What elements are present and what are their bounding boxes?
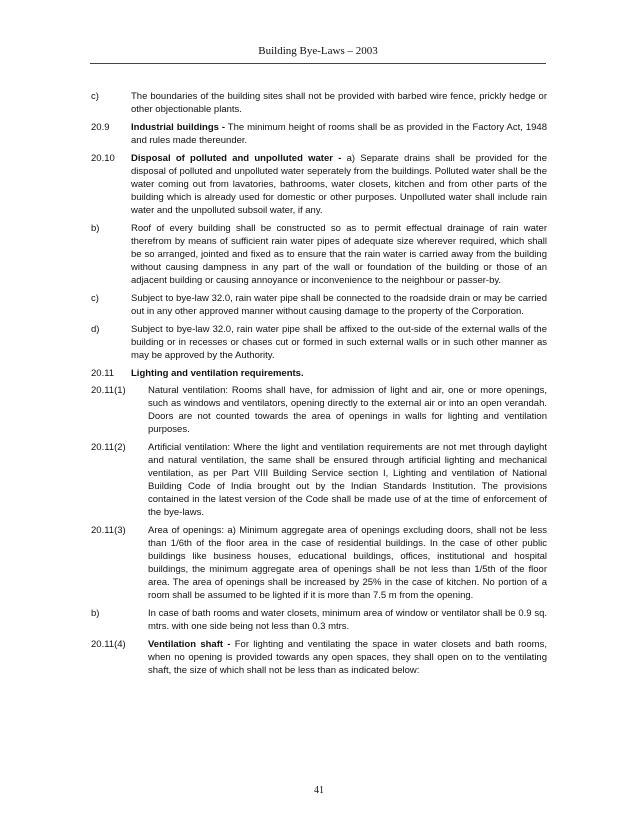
clause-title: Ventilation shaft - bbox=[148, 639, 231, 650]
clause-text: In case of bath rooms and water closets, minimum area of window or ventilator shall be 0.9 sq. mtrs. with one side being not less than 0.3 mtrs. bbox=[148, 608, 547, 632]
header-rule bbox=[90, 63, 546, 64]
clause-number: 20.11(2) bbox=[91, 442, 126, 453]
running-header: Building Bye-Laws – 2003 bbox=[258, 45, 378, 57]
clause-number: 20.11(3) bbox=[91, 525, 126, 536]
clause-text: The boundaries of the building sites shall not be provided with barbed wire fence, prickly hedge or other objectionable plants. bbox=[131, 91, 547, 115]
clause-number: 20.11(1) bbox=[91, 385, 126, 396]
clause-text: Subject to bye-law 32.0, rain water pipe shall be connected to the roadside drain or may be carried out in any other approved manner without causing damage to the property of the Corporation. bbox=[131, 293, 547, 317]
clause-number: 20.11 bbox=[91, 368, 115, 379]
clause-text: Artificial ventilation: Where the light and ventilation requirements are not met through daylight and natural ventilation, the same shall be ensured through artificial lighting and mechanical ventilation, as per Part VIII Building Service section I, Lighting and ventilation of National Building Code of India brought out by the Indian Standards Institution. The provisions contained in the latest version of the Code shall be made use of at the time of enforcement of the bye-laws. bbox=[148, 442, 547, 518]
clause-text: Area of openings: a) Minimum aggregate area of openings excluding doors, shall not be less than 1/6th of the floor area in the case of residential buildings. In the case of other public buildings like business houses, educational buildings, offices, institutional and hospital buildings, the minimum aggregate area of openings shall be not less than 1/5th of the floor area. The area of openings shall be increased by 25% in the case of kitchen. No portion of a room shall be assumed to be lighted if it is more than 7.5 m from the opening. bbox=[148, 525, 547, 601]
clause-20-11-1 bbox=[91, 384, 547, 436]
clause-c-rain-pipe bbox=[91, 292, 547, 318]
clause-20-11-2 bbox=[91, 441, 547, 519]
clause-d-rain-pipe bbox=[91, 323, 547, 362]
clause-text: Ventilation shaft - For lighting and ventilating the space in water closets and bath rooms, when no opening is provided towards any open spaces, they shall open on to the ventilating shaft, the size of which shall not be less than as indicated below: bbox=[148, 639, 547, 676]
clause-number: 20.10 bbox=[91, 153, 115, 164]
clause-number: b) bbox=[91, 608, 100, 619]
clause-title: Lighting and ventilation requirements. bbox=[131, 368, 304, 379]
clause-20-11-3 bbox=[91, 524, 547, 602]
clause-20-10 bbox=[91, 152, 547, 217]
clause-text: Subject to bye-law 32.0, rain water pipe shall be affixed to the out-side of the external walls of the building or in recesses or chases cut or formed in such external walls or in such other manner as may be approved by the Authority. bbox=[131, 324, 547, 361]
clause-number: d) bbox=[91, 324, 100, 335]
clause-20-11-4 bbox=[91, 638, 547, 677]
clause-text: Disposal of polluted and unpolluted water - a) Separate drains shall be provided for the disposal of polluted and unpolluted water seperately from the buildings. Polluted water shall be the water coming out from lavatories, bathrooms, water closets, kitchen and from other parts of the building which is already used for domestic or other purposes. Unpolluted water shall include rain water and the unpolluted subsoil water, if any. bbox=[131, 153, 547, 216]
page-number: 41 bbox=[314, 785, 324, 796]
clause-number: c) bbox=[91, 293, 99, 304]
clause-number: c) bbox=[91, 91, 99, 102]
clause-title: Disposal of polluted and unpolluted water - bbox=[131, 153, 342, 164]
clause-title: Industrial buildings - bbox=[131, 122, 226, 133]
clause-b-bathrooms bbox=[91, 607, 547, 633]
clause-number: b) bbox=[91, 223, 100, 234]
clause-number: 20.9 bbox=[91, 122, 110, 133]
clause-number: 20.11(4) bbox=[91, 639, 126, 650]
clause-c-boundaries bbox=[91, 90, 547, 116]
clause-text bbox=[131, 367, 547, 380]
clause-20-11 bbox=[91, 367, 547, 380]
clause-b-roof bbox=[91, 222, 547, 287]
clause-text: Natural ventilation: Rooms shall have, for admission of light and air, one or more openings, such as windows and ventilators, opening directly to the external air or into an open verandah. Doors are not counted towards the area of openings in walls for lighting and ventilation purposes. bbox=[148, 385, 547, 435]
clause-20-9 bbox=[91, 121, 547, 147]
clause-text: Roof of every building shall be constructed so as to permit effectual drainage of rain water therefrom by means of sufficient rain water pipes of adequate size wherever required, which shall be so arranged, jointed and fixed as to ensure that the rain water is carried away from the building without causing dampness in any part of the wall or foundation of the building or those of an adjacent building or causing annoyance or inconvenience to the neighbour or passer-by. bbox=[131, 223, 547, 286]
document-body bbox=[91, 90, 547, 682]
clause-text: Industrial buildings - The minimum height of rooms shall be as provided in the Factory Act, 1948 and rules made thereunder. bbox=[131, 122, 547, 146]
